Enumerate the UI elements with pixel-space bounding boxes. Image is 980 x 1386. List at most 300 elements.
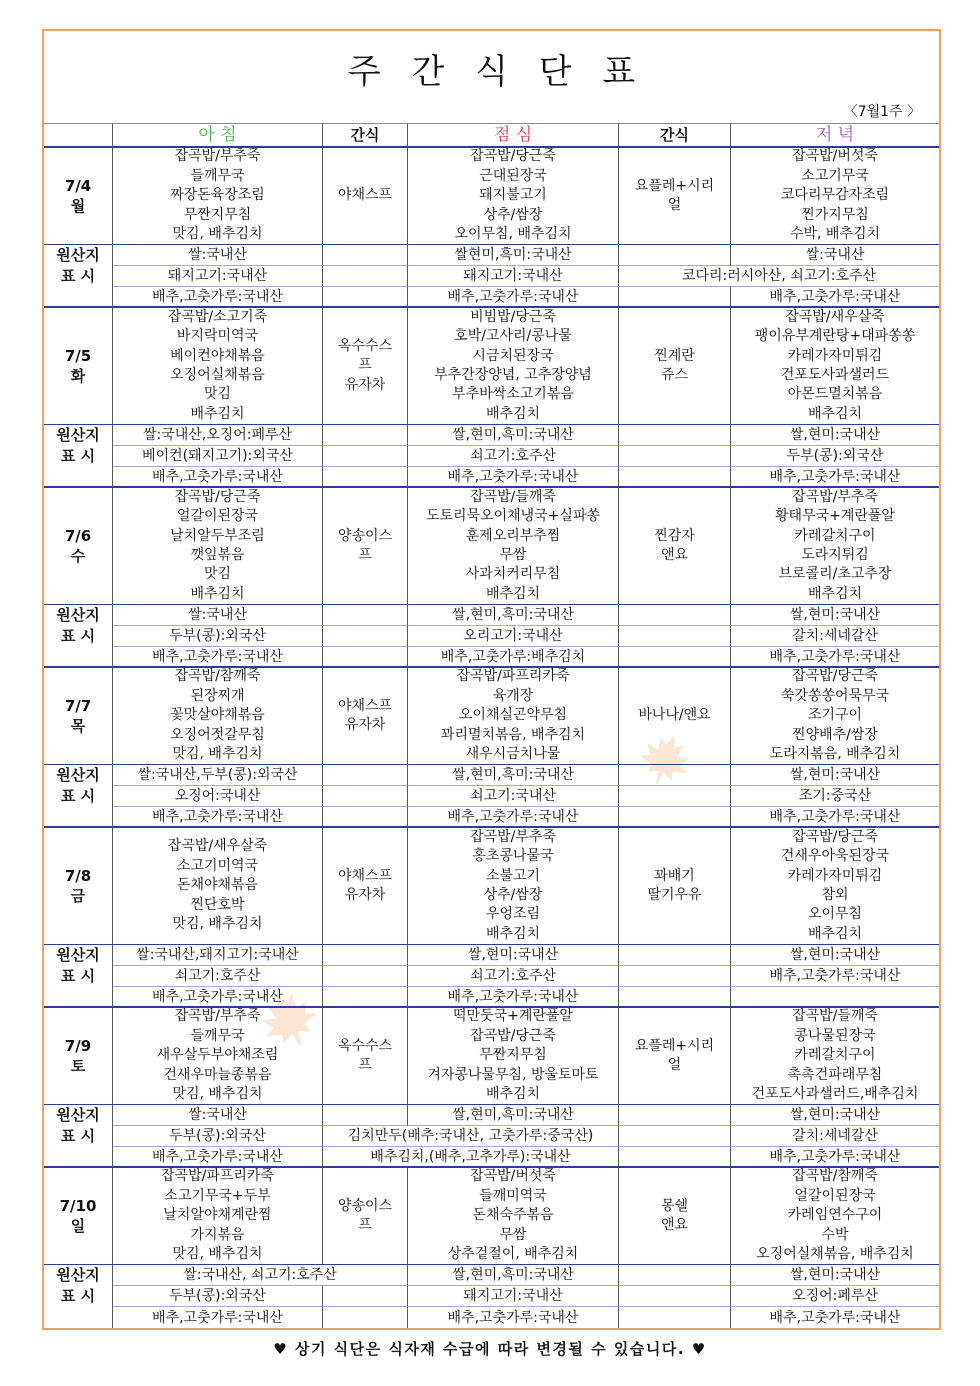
origin-blank xyxy=(323,446,408,467)
menu-item: 잡곡밥/소고기죽 xyxy=(167,308,268,325)
breakfast-menu xyxy=(113,488,323,605)
menu-item: 앤요 xyxy=(660,547,689,563)
origin-text: 배추,고춧가루:국내산 xyxy=(152,988,283,1005)
menu-item: 잡곡밥/부추죽 xyxy=(174,148,261,165)
origin-dinner xyxy=(731,626,939,647)
menu-item: 잡곡밥/버섯죽 xyxy=(792,148,878,165)
snack1-menu xyxy=(323,1008,408,1105)
origin-text: 쌀,현미:국내산 xyxy=(789,767,881,783)
menu-item: 야채스프 xyxy=(337,697,393,714)
day-label xyxy=(44,1168,113,1265)
origin-blank xyxy=(323,1286,408,1307)
menu-item: 새우살두부야채조림 xyxy=(156,1047,279,1064)
menu-item: 오징어젓갈무침 xyxy=(170,726,265,743)
origin-breakfast xyxy=(113,425,323,446)
lunch-menu xyxy=(408,668,619,765)
menu-item: 사과치커리무침 xyxy=(465,566,561,583)
menu-item: 유자차 xyxy=(344,376,386,393)
day-weekday: 화 xyxy=(70,367,86,385)
day-weekday: 목 xyxy=(70,717,86,735)
menu-item: 날치알두부조림 xyxy=(170,527,265,544)
lunch-menu xyxy=(408,488,619,605)
menu-item: 오징어실채볶음, 배추김치 xyxy=(756,1246,914,1263)
origin-lunch xyxy=(408,966,619,987)
origin-label-line2: 표 시 xyxy=(60,267,96,285)
menu-item: 찐단호박 xyxy=(190,896,245,913)
origin-breakfast xyxy=(113,266,323,287)
menu-item: 바나나/앤요 xyxy=(638,707,711,724)
menu-item: 비빔밥/당근죽 xyxy=(470,308,556,325)
snack1-menu xyxy=(323,828,408,945)
origin-text: 쌀:국내산,두부(콩):외국산 xyxy=(137,767,298,783)
lunch-menu xyxy=(408,148,619,245)
menu-item: 찐계란 xyxy=(654,347,695,364)
origin-dinner xyxy=(731,987,939,1008)
snack1-menu xyxy=(323,308,408,425)
title-block xyxy=(44,31,939,123)
origin-lunch xyxy=(408,786,619,807)
menu-item: 돈채숙주볶음 xyxy=(472,1207,554,1224)
lunch-menu xyxy=(408,1168,619,1265)
origin-blank xyxy=(619,467,731,488)
menu-item: 잡곡밥/새우살죽 xyxy=(785,308,885,325)
origin-blank xyxy=(323,987,408,1008)
origin-blank xyxy=(619,605,731,626)
menu-item: 프 xyxy=(358,547,372,563)
menu-item: 얼갈이된장국 xyxy=(176,508,259,525)
snack2-menu xyxy=(619,668,731,765)
menu-item: 상추/쌈장 xyxy=(483,206,543,223)
origin-breakfast xyxy=(113,467,323,488)
origin-text: 쇠고기:호주산 xyxy=(470,968,556,984)
origin-label xyxy=(44,605,113,668)
menu-item: 잡곡밥/파프리카죽 xyxy=(161,1168,274,1185)
menu-item: 오이무침, 배추김치 xyxy=(454,226,572,243)
origin-lunch xyxy=(408,647,619,668)
menu-item: 꽈리멸치볶음, 배추김치 xyxy=(440,726,586,743)
origin-text: 쌀,현미,흑미:국내산 xyxy=(452,1107,574,1123)
menu-item: 건새우아욱된장국 xyxy=(780,848,890,865)
origin-text: 배추,고춧가루:국내산 xyxy=(769,808,901,825)
origin-breakfast xyxy=(113,786,323,807)
origin-dinner xyxy=(731,647,939,668)
origin-blank xyxy=(619,425,731,446)
menu-item: 잡곡밥/당근죽 xyxy=(174,488,261,505)
origin-blank xyxy=(323,1307,408,1328)
menu-item: 옥수수스 xyxy=(337,337,393,354)
menu-item: 프 xyxy=(358,1057,372,1073)
menu-item: 호박/고사리/콩나물 xyxy=(454,328,572,345)
menu-item: 잡곡밥/부추죽 xyxy=(470,828,556,845)
origin-text: 쇠고기:국내산 xyxy=(470,788,556,804)
breakfast-menu xyxy=(113,668,323,765)
breakfast-menu xyxy=(113,148,323,245)
menu-item: 브로콜리/초고추장 xyxy=(778,566,892,583)
menu-item: 들깨미역국 xyxy=(479,1187,547,1204)
origin-text: 쌀:국내산 xyxy=(805,247,865,263)
origin-blank xyxy=(323,626,408,647)
origin-text: 두부(콩):외국산 xyxy=(169,1288,266,1304)
origin-text: 코다리:러시아산, 쇠고기:호주산 xyxy=(681,268,877,284)
menu-item: 배추김치 xyxy=(485,925,541,942)
menu-item: 육개장 xyxy=(492,687,534,704)
menu-item: 요플레+시리 xyxy=(634,1037,715,1054)
origin-text: 배추,고춧가루:국내산 xyxy=(152,648,283,665)
menu-item: 잡곡밥/새우살죽 xyxy=(167,838,268,855)
origin-label-line1: 원산지 xyxy=(56,1106,100,1124)
menu-item: 맛김 xyxy=(203,386,232,403)
menu-item: 돈채야채볶음 xyxy=(176,877,259,894)
menu-item: 찐가지무침 xyxy=(801,206,869,223)
menu-item: 맛김 xyxy=(203,566,232,583)
menu-item: 쑥갓쏭쏭어묵무국 xyxy=(780,687,890,704)
menu-item: 들깨무국 xyxy=(190,1027,245,1044)
menu-item: 상추/쌈장 xyxy=(483,887,543,903)
menu-item: 황태무국+계란풀알 xyxy=(775,508,895,525)
origin-text: 배추,고춧가루:국내산 xyxy=(152,288,283,305)
origin-blank xyxy=(619,245,731,266)
origin-label-line1: 원산지 xyxy=(56,946,100,964)
week-label: 〈7월1주 〉 xyxy=(843,104,921,120)
origin-text: 돼지고기:국내산 xyxy=(463,268,563,284)
menu-item: 베이컨야채볶음 xyxy=(170,347,265,364)
menu-item: 카레가자미튀김 xyxy=(787,867,883,884)
menu-item: 잡곡밥/부추죽 xyxy=(792,488,878,505)
origin-lunch xyxy=(408,987,619,1008)
origin-label-line1: 원산지 xyxy=(56,1266,100,1284)
origin-text: 쌀:국내산,돼지고기:국내산 xyxy=(136,947,299,963)
menu-item: 코다리무감자조림 xyxy=(780,187,890,204)
menu-item: 도라지볶음, 배추김치 xyxy=(769,746,901,763)
origin-dinner xyxy=(731,945,939,966)
origin-text: 갈치:세네갈산 xyxy=(792,1128,878,1144)
menu-item: 짜장돈육장조림 xyxy=(170,187,265,204)
day-label xyxy=(44,668,113,765)
day-label xyxy=(44,488,113,605)
menu-item: 배추김치 xyxy=(485,585,541,602)
menu-item: 찐양배추/쌈장 xyxy=(792,726,878,743)
origin-text: 배추,고춧가루:국내산 xyxy=(769,648,901,665)
origin-lunch xyxy=(408,945,619,966)
menu-item: 맛김, 배추김치 xyxy=(172,746,263,763)
menu-item: 배추김치 xyxy=(485,1086,541,1103)
menu-item: 콩나물된장국 xyxy=(794,1027,876,1044)
day-label xyxy=(44,828,113,945)
snack1-menu xyxy=(323,1168,408,1265)
origin-text: 두부(콩):외국산 xyxy=(169,1128,266,1144)
menu-item: 프 xyxy=(358,1217,372,1233)
header-dinner: 저 녁 xyxy=(731,123,939,148)
menu-item: 잡곡밥/당근죽 xyxy=(470,148,556,165)
menu-item: 양송이스 xyxy=(337,1197,393,1214)
menu-item: 오이무침 xyxy=(807,906,863,923)
origin-label xyxy=(44,245,113,308)
origin-dinner xyxy=(731,446,939,467)
origin-label-line2: 표 시 xyxy=(60,1127,96,1145)
origin-lunch xyxy=(408,1307,619,1328)
day-weekday: 금 xyxy=(70,887,86,905)
dinner-menu xyxy=(731,488,939,605)
menu-item: 잡곡밥/당근죽 xyxy=(792,668,878,685)
origin-breakfast xyxy=(113,1147,323,1168)
menu-item: 가지볶음 xyxy=(190,1226,245,1243)
origin-dinner xyxy=(731,287,939,308)
snack2-menu xyxy=(619,1168,731,1265)
origin-dinner xyxy=(731,1265,939,1286)
origin-text: 쌀,현미,흑미:국내산 xyxy=(452,1267,574,1283)
origin-blank xyxy=(323,245,408,266)
menu-item: 프 xyxy=(358,357,372,374)
origin-lunch xyxy=(408,1265,619,1286)
origin-blank xyxy=(619,945,731,966)
menu-item: 카레갈치구이 xyxy=(794,527,876,544)
origin-label xyxy=(44,765,113,828)
dinner-menu xyxy=(731,308,939,425)
origin-dinner xyxy=(731,425,939,446)
menu-item: 소고기미역국 xyxy=(176,857,259,874)
day-weekday: 월 xyxy=(70,197,86,215)
menu-item: 얼갈이된장국 xyxy=(794,1187,876,1204)
origin-text: 쌀:국내산, 쇠고기:호주산 xyxy=(183,1267,337,1283)
menu-item: 건포도사과샐러드 xyxy=(780,367,890,383)
menu-table xyxy=(44,123,939,1328)
day-label xyxy=(44,148,113,245)
origin-dinner xyxy=(731,1147,939,1168)
menu-item: 오징어실채볶음 xyxy=(170,367,265,383)
origin-blank xyxy=(323,266,408,287)
origin-lunch xyxy=(408,1286,619,1307)
menu-item: 배추김치 xyxy=(190,405,245,422)
menu-item: 배추김치 xyxy=(807,925,863,942)
origin-text: 쌀,현미,흑미:국내산 xyxy=(452,427,574,443)
menu-item: 카레갈치구이 xyxy=(794,1047,876,1064)
origin-label-line2: 표 시 xyxy=(60,967,96,985)
day-date: 7/8 xyxy=(64,867,92,885)
snack1-menu xyxy=(323,668,408,765)
origin-text: 쌀:국내산,오징어:페루산 xyxy=(142,427,293,443)
menu-item: 수박 xyxy=(821,1226,849,1243)
day-label xyxy=(44,1008,113,1105)
origin-label-line2: 표 시 xyxy=(60,447,96,465)
header-snack2: 간식 xyxy=(619,123,731,148)
origin-text: 배추,고춧가루:국내산 xyxy=(769,968,901,984)
origin-text: 배추,고춧가루:국내산 xyxy=(447,988,579,1005)
origin-dinner xyxy=(731,467,939,488)
origin-dinner xyxy=(619,266,939,287)
origin-label xyxy=(44,1265,113,1328)
menu-item: 야채스프 xyxy=(337,867,393,884)
snack2-menu xyxy=(619,1008,731,1105)
origin-blank xyxy=(619,446,731,467)
origin-blank xyxy=(323,647,408,668)
origin-text: 쌀,현미:국내산 xyxy=(789,1107,881,1123)
day-label xyxy=(44,308,113,425)
origin-blank xyxy=(323,1105,408,1126)
menu-item: 아몬드멸치볶음 xyxy=(787,386,883,403)
origin-text: 오징어:페루산 xyxy=(792,1288,878,1304)
menu-item: 딸기우유 xyxy=(647,887,702,903)
origin-text: 쌀,현미:국내산 xyxy=(789,947,881,963)
menu-item: 무쌈 xyxy=(499,547,527,563)
origin-text: 오징어:국내산 xyxy=(174,788,261,804)
origin-lunch xyxy=(408,807,619,828)
origin-label-line1: 원산지 xyxy=(56,246,100,264)
origin-blank xyxy=(619,287,731,308)
origin-text: 배추,고춧가루:국내산 xyxy=(152,808,283,825)
menu-item: 꽈배기 xyxy=(654,867,695,884)
origin-label xyxy=(44,425,113,488)
menu-item: 잡곡밥/파프리카죽 xyxy=(456,668,570,685)
origin-blank xyxy=(619,807,731,828)
menu-item: 수박, 배추김치 xyxy=(789,226,881,243)
origin-blank xyxy=(619,1307,731,1328)
origin-label-line2: 표 시 xyxy=(60,627,96,645)
menu-item: 잡곡밥/들깨죽 xyxy=(792,1008,878,1025)
dinner-menu xyxy=(731,1008,939,1105)
menu-item: 건새우마늘종볶음 xyxy=(163,1066,272,1083)
menu-item: 겨자콩나물무침, 방울토마토 xyxy=(427,1066,599,1083)
origin-label-line1: 원산지 xyxy=(56,606,100,624)
origin-text: 쌀:국내산 xyxy=(188,247,247,263)
origin-breakfast xyxy=(113,966,323,987)
menu-item: 옥수수스 xyxy=(337,1037,393,1054)
origin-text: 배추김치,(배추,고추가루):국내산 xyxy=(370,1148,571,1165)
lunch-menu xyxy=(408,1008,619,1105)
menu-item: 도토리묵오이채냉국+실파쏭 xyxy=(425,508,601,525)
origin-breakfast xyxy=(113,1105,323,1126)
origin-breakfast xyxy=(113,945,323,966)
origin-blank xyxy=(323,807,408,828)
menu-item: 조기구이 xyxy=(807,707,863,724)
origin-breakfast xyxy=(113,647,323,668)
breakfast-menu xyxy=(113,1008,323,1105)
origin-text: 배추,고춧가루:국내산 xyxy=(769,468,901,485)
origin-lunch xyxy=(408,467,619,488)
origin-lunch xyxy=(323,1126,619,1147)
menu-item: 앤요 xyxy=(660,1217,689,1233)
origin-breakfast xyxy=(113,1307,323,1328)
header-blank xyxy=(44,123,113,148)
origin-dinner xyxy=(731,807,939,828)
origin-blank xyxy=(619,1126,731,1147)
menu-item: 맛김, 배추김치 xyxy=(172,1246,263,1263)
origin-lunch xyxy=(408,245,619,266)
origin-breakfast xyxy=(113,446,323,467)
snack2-menu xyxy=(619,308,731,425)
origin-breakfast xyxy=(113,987,323,1008)
origin-blank xyxy=(619,786,731,807)
origin-dinner xyxy=(731,1126,939,1147)
day-date: 7/7 xyxy=(64,697,92,715)
origin-lunch xyxy=(408,1105,619,1126)
origin-blank xyxy=(323,287,408,308)
menu-item: 얼 xyxy=(667,197,682,213)
snack2-menu xyxy=(619,488,731,605)
footer-note: ♥ 상기 식단은 식자재 수급에 따라 변경될 수 있습니다. ♥ xyxy=(273,1340,707,1358)
origin-lunch xyxy=(408,605,619,626)
menu-item: 새우시금치나물 xyxy=(465,746,561,763)
menu-item: 야채스프 xyxy=(337,187,393,204)
origin-lunch xyxy=(323,1147,619,1168)
menu-item: 날치알야채계란찜 xyxy=(163,1207,272,1224)
origin-text: 배추,고춧가루:국내산 xyxy=(769,1309,901,1326)
origin-label xyxy=(44,945,113,1008)
origin-text: 쇠고기:호주산 xyxy=(470,448,556,464)
menu-item: 오이채실곤약무침 xyxy=(458,707,568,724)
menu-item: 부추바싹소고기볶음 xyxy=(452,386,574,403)
origin-lunch xyxy=(408,626,619,647)
menu-item: 시금치된장국 xyxy=(472,347,554,364)
menu-item: 도라지튀김 xyxy=(801,547,869,563)
dinner-menu xyxy=(731,1168,939,1265)
menu-item: 우엉조림 xyxy=(485,906,541,923)
origin-text: 배추,고춧가루:국내산 xyxy=(447,808,579,825)
breakfast-menu xyxy=(113,308,323,425)
snack2-menu xyxy=(619,148,731,245)
dinner-menu xyxy=(731,148,939,245)
origin-breakfast xyxy=(113,807,323,828)
day-date: 7/5 xyxy=(64,347,92,365)
origin-dinner xyxy=(731,605,939,626)
menu-item: 맛김, 배추김치 xyxy=(172,1086,263,1103)
origin-label-line2: 표 시 xyxy=(60,1287,96,1305)
dinner-menu xyxy=(731,828,939,945)
menu-item: 잡곡밥/들깨죽 xyxy=(470,488,556,505)
origin-text: 쌀:국내산 xyxy=(188,607,247,623)
origin-text: 쇠고기:호주산 xyxy=(174,968,261,984)
origin-text: 배추,고춧가루:국내산 xyxy=(447,468,579,485)
header-lunch: 점 심 xyxy=(408,123,619,148)
origin-dinner xyxy=(731,1307,939,1328)
menu-item: 카레임연수구이 xyxy=(787,1207,883,1224)
day-date: 7/10 xyxy=(59,1197,97,1215)
origin-text: 쌀,현미,흑미:국내산 xyxy=(452,767,574,783)
day-weekday: 토 xyxy=(70,1057,86,1075)
menu-item: 홍초콩나물국 xyxy=(472,848,554,865)
origin-lunch xyxy=(408,765,619,786)
origin-text: 쌀,현미:국내산 xyxy=(789,427,881,443)
origin-text: 배추,고춧가루:국내산 xyxy=(152,468,283,485)
origin-blank xyxy=(323,467,408,488)
day-date: 7/9 xyxy=(64,1037,92,1055)
breakfast-menu xyxy=(113,1168,323,1265)
menu-item: 잡곡밥/당근죽 xyxy=(792,828,878,845)
origin-dinner xyxy=(731,1286,939,1307)
origin-dinner xyxy=(731,245,939,266)
header-breakfast: 아 침 xyxy=(113,123,323,148)
snack1-menu xyxy=(323,488,408,605)
origin-label-line1: 원산지 xyxy=(56,766,100,784)
menu-item: 상추겉절이, 배추김치 xyxy=(447,1246,579,1263)
origin-text: 배추,고춧가루:국내산 xyxy=(447,288,579,305)
origin-blank xyxy=(619,765,731,786)
menu-item: 요플레+시리 xyxy=(634,177,715,194)
header-snack1: 간식 xyxy=(323,123,408,148)
page-title: 주 간 식 단 표 xyxy=(347,52,646,92)
origin-breakfast xyxy=(113,1265,408,1286)
origin-breakfast xyxy=(113,605,323,626)
menu-item: 유자차 xyxy=(344,717,386,733)
origin-text: 쌀현미,흑미:국내산 xyxy=(454,247,572,263)
menu-item: 깻잎볶음 xyxy=(190,547,245,563)
menu-item: 잡곡밥/당근죽 xyxy=(470,1027,556,1044)
menu-item: 된장찌개 xyxy=(190,687,245,704)
menu-item: 무짠지무침 xyxy=(479,1047,547,1064)
menu-item: 잡곡밥/버섯죽 xyxy=(470,1168,556,1185)
origin-text: 오리고기:국내산 xyxy=(463,628,563,644)
origin-text: 배추,고춧가루:국내산 xyxy=(152,1309,283,1326)
menu-item: 소고기무국+두부 xyxy=(164,1187,271,1204)
